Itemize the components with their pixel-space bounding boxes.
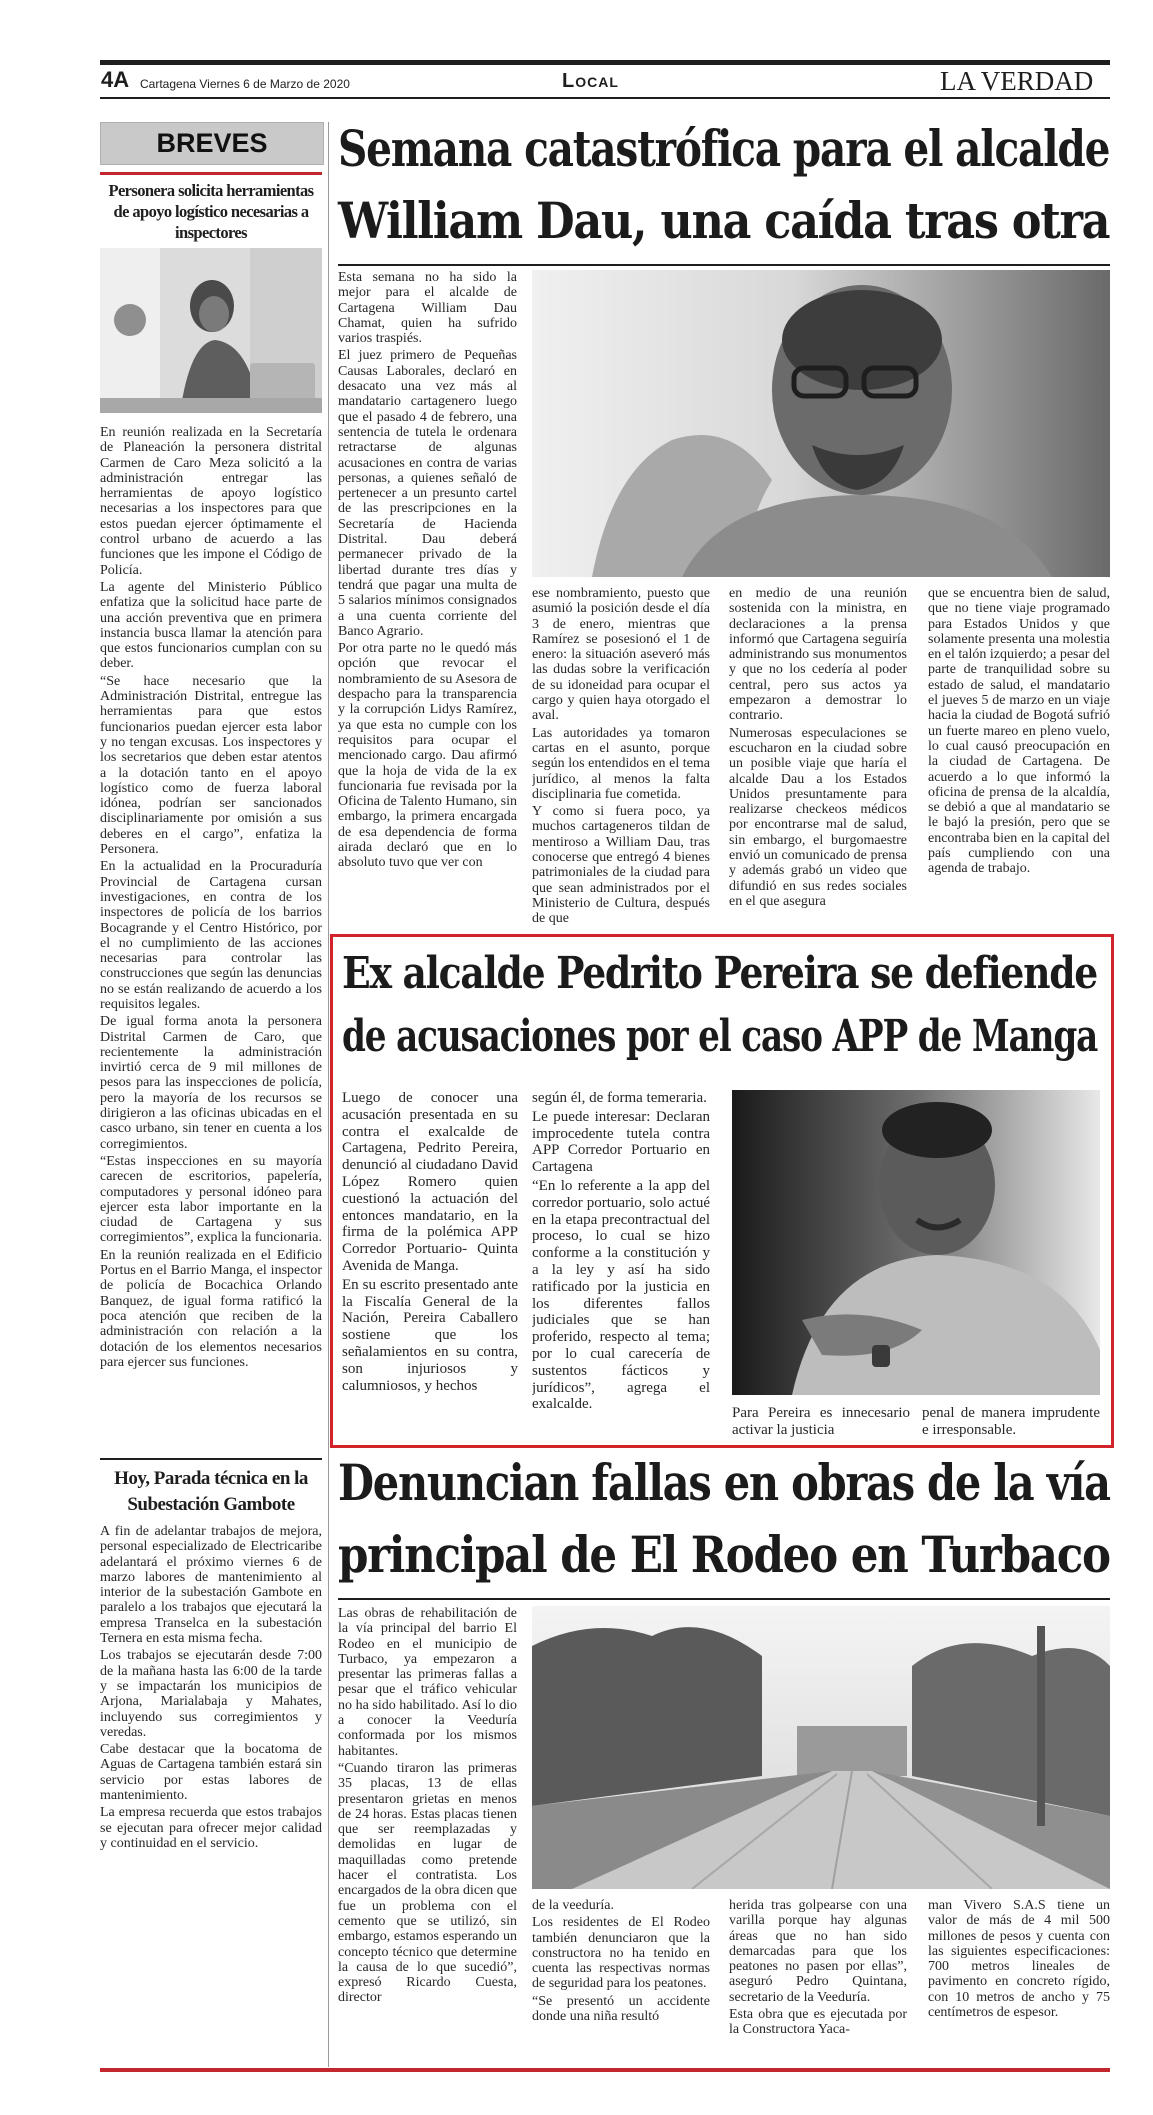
breve-2-body [100,1524,322,2059]
article-1-headline-rule [338,264,1110,266]
breve-1-paragraph: “Se hace necesario que la Administración Distrital, entregue las herramientas para que estos funcionarios puedan ejercer esta labor y no tengan excusas. Los inspectores y los secretarios que deben estar atentos a la dotación tanto en el apoyo logístico como de fuerza laboral idónea, podrían ser sancionados disciplinariamente por omisión a sus deberes en el cargo”, enfatiza la Personera. [100,673,322,858]
article-3-headline-rule [338,1598,1110,1600]
breve-1-paragraph: En la actualidad en la Procuraduría Provincial de Cartagena cursan investigaciones, en contra de los inspectores de policía de los barrios Bocagrande y el Centro Histórico, por el no cumplimiento de las acciones necesarias para controlar las construcciones que según las denuncias no se están realizando de acuerdo a los requisitos legales. [100,859,322,1012]
page-bottom-rule [100,2068,1110,2072]
breves-label: BREVES [156,128,268,158]
section-name: Local [562,70,619,92]
article-2-paragraph: En su escrito presentado ante la Fiscalía General de la Nación, Pereira Caballero sostiene que los señalamientos en su contra, son injuriosos y calumniosos, y hechos [342,1276,518,1394]
article-1-paragraph: Las autoridades ya tomaron cartas en el asunto, porque según los entendidos en el tema jurídico, al menos la falta disciplinaria fue cometida. [532,725,710,802]
article-2-caption-left: Para Pereira es innecesario activar la justicia [732,1405,910,1438]
article-3-paragraph: Esta obra que es ejecutada por la Constructora Yaca- [729,2007,907,2038]
el-rodeo-road-photo [532,1606,1110,1889]
article-2-headline-line-1: Ex alcalde Pedrito Pereira se defiende [342,948,1098,999]
william-dau-photo [532,270,1110,577]
breve-1-paragraph: En reunión realizada en la Secretaría de Planeación la personera distrital Carmen de Caro Meza solicitó a la administración entregar las herramientas de apoyo logístico necesarias a los inspectores para que estos puedan ejercer óptimamente el control urbano de acuerdo a las funciones que les impone el Código de Policía. [100,425,322,578]
article-1-paragraph: Por otra parte no le quedó más opción que revocar el nombramiento de su Asesora de despacho para la transparencia y la corrupción Lidys Ramírez, ya que esta no cumple con los requisitos para ocupar el mencionado cargo. Dau afirmó que la hoja de vida de la ex funcionaria fue revisada por la Oficina de Talento Humano, sin embargo, la primera encargada de esa dependencia de forma airada declaró que en lo absoluto tuvo que ver con [338,641,517,871]
masthead-top-rule [100,60,1110,65]
breve-1-paragraph: De igual forma anota la personera Distrital Carmen de Caro, que recientemente la administración invirtió cerca de 9 mil millones de pesos para las inspecciones de policía, pero la mayoría de los recursos se dirigieron a las oficinas ubicadas en el casco urbano, sin tener en cuenta a los corregimientos. [100,1014,322,1152]
article-1-paragraph: Y como si fuera poco, ya muchos cartageneros tildan de mentiroso a William Dau, tras conocerse que entregó 4 bienes patrimoniales de la ciudad para que sean administrados por el Ministerio de Cultura, después de que [532,804,710,925]
article-2-paragraph: Luego de conocer una acusación presentada en su contra el exalcalde de Cartagena, Pedrito Pereira, denunció al ciudadano David López Romero quien cuestionó la actuación del entonces mandatario, en la firma de la polémica APP Corredor Portuario- Quinta Avenida de Manga. [342,1090,518,1274]
breve-1-paragraph: “Estas inspecciones en su mayoría carecen de escritorios, papelería, computadores y personal idóneo para ejercer esta labor importante en la ciudad de Cartagena y sus corregimientos”, explica la funcionaria. [100,1153,322,1246]
article-2-headline-line-2: de acusaciones por el caso APP de Manga [342,1011,1098,1062]
column-divider [328,122,329,2067]
breve-2-paragraph: Cabe destacar que la bocatoma de Aguas de Cartagena también estará sin servicio por estas labores de mantenimiento. [100,1742,322,1804]
article-2-paragraph: según él, de forma temeraria. [532,1090,707,1106]
article-1-headline-line-2: William Dau, una caída tras otra [338,191,1110,250]
article-3-paragraph: herida tras golpearse con una varilla porque hay algunas áreas que no han sido demarcadas para que los peatones no pasen por ellas”, aseguró Pedro Quintana, secretario de la Veeduría. [729,1898,907,2005]
breve-2-paragraph: A fin de adelantar trabajos de mejora, personal especializado de Electricaribe adelantará el próximo viernes 6 de marzo labores de mantenimiento al interior de la subestación Gambote en paralelo a los trabajos que ejecutará la empresa Transelca en la subestación Ternera en esta misma fecha. [100,1524,322,1647]
breves-divider [100,1458,322,1460]
article-1-paragraph: en medio de una reunión sostenida con la ministra, en declaraciones a la prensa informó que Cartagena seguiría administrando sus monumentos y que no los cedería al poder central, pero sus actos ya empezaron a demostrar lo contrario. [729,586,907,724]
personera-photo [100,248,322,413]
article-3-paragraph: Los residentes de El Rodeo también denunciaron que la constructora no ha tenido en cuenta las respectivas normas de seguridad para los peatones. [532,1915,710,1992]
article-3-paragraph: “Cuando tiraron las primeras 35 placas, 13 de ellas presentaron grietas en menos de 24 horas. Estas placas tienen que ser reemplazadas y demolidas en lugar de maquilladas como pretende hacer el contratista. Los encargados de la obra dicen que fue un problema con el cemento que se utilizó, sin embargo, estamos esperando un concepto técnico que determine la causa de lo que sucedió”, expresó Ricardo Cuesta, director [338,1760,517,2006]
article-1-column-4 [928,586,1110,925]
breve-1-body [100,425,322,1447]
article-2-paragraph: Le puede interesar: Declaran improcedente tutela contra APP Corredor Portuario en Cartagena [532,1108,710,1176]
breve-1-paragraph: En la reunión realizada en el Edificio Portus en el Barrio Manga, el inspector de policía de Bocachica Orlando Banquez, de igual forma ratificó la poca atención que reciben de la administración con relación a la dotación de los elementos necesarios para ejercer sus funciones. [100,1247,322,1370]
breve-2-title: Hoy, Parada técnica en la Subestación Gambote [114,1468,308,1515]
article-3-paragraph: man Vivero S.A.S tiene un valor de más de 4 mil 500 millones de pesos y cuenta con las siguientes especificaciones: 700 metros lineales de pavimento en concreto rígido, con 10 metros de ancho y 75 centímetros de espesor. [928,1898,1110,2021]
article-2-column-1 [342,1090,518,1430]
article-2-column-2 [532,1090,710,1430]
article-1-column-1 [338,270,517,925]
pedrito-pereira-photo [732,1090,1100,1395]
article-1-paragraph: Numerosas especulaciones se escucharon en la ciudad sobre un posible viaje que haría el alcalde Dau a los Estados Unidos presuntamente para realizarse checkeos médicos por encontrarse mal de salud, sin embargo, el burgomaestre envió un comunicado de prensa y además grabó un video que difundió en sus redes sociales en el que asegura [729,725,907,909]
newspaper-name: LA VERDAD [940,66,1094,96]
masthead-bottom-rule [100,97,1110,99]
article-2-caption-right: penal de manera imprudente e irresponsable. [922,1405,1100,1438]
article-3-headline-line-1: Denuncian fallas en obras de la vía [338,1453,1110,1512]
breve-2-paragraph: Los trabajos se ejecutarán desde 7:00 de la mañana hasta las 6:00 de la tarde y se impactarán los municipios de Arjona, Marialabaja y Mahates, incluyendo sus corregimientos y veredas. [100,1648,322,1740]
breve-2-paragraph: La empresa recuerda que estos trabajos se ejecutan para ofrecer mejor calidad y continuidad en el servicio. [100,1805,322,1851]
page-number: 4A [101,67,130,92]
article-3-paragraph: Las obras de rehabilitación de la vía principal del barrio El Rodeo en el municipio de Turbaco, ya empezaron a presentar las primeras fallas a pesar que el tráfico vehicular no ha sido habilitado. Así lo dio a conocer la Veeduría conformada por los mismos habitantes. [338,1606,517,1759]
article-3-headline-line-2: principal de El Rodeo en Turbaco [338,1525,1110,1584]
breve-1-title: Personera solicita herramientas de apoyo logístico necesarias a inspectores [108,181,314,242]
article-3-column-3 [729,1898,907,2061]
article-1-paragraph: ese nombramiento, puesto que asumió la posición desde el día 3 de enero, mientras que Ramírez se posesionó el 1 de enero: la situación aseveró más las dudas sobre la verificación de su idoneidad para ocupar el cargo y quien haya otorgado el aval. [532,586,710,724]
article-1-column-3 [729,586,907,925]
city-date: Cartagena Viernes 6 de Marzo de 2020 [140,77,350,91]
article-3-column-1 [338,1606,517,2061]
article-3-column-2 [532,1898,710,2061]
article-1-column-2 [532,586,710,925]
article-3-paragraph: de la veeduría. [532,1898,615,1913]
article-2-paragraph: “En lo referente a la app del corredor portuario, solo actué en la etapa precontractual del proceso, lo cual se hizo conforme a la constitución y a la ley y así ha sido ratificado por la justicia en los diferentes fallos judiciales que se han proferido, respecto al tema; por lo cual carecería de sustentos fácticos y jurídicos”, agrega el exalcalde. [532,1177,710,1413]
article-1-paragraph: que se encuentra bien de salud, que no tiene viaje programado para Estados Unidos y que solamente presenta una molestia en el talón izquierdo; a pesar del parte de tranquilidad sobre su estado de salud, el mandatario el jueves 5 de marzo en un viaje hacia la ciudad de Bogotá sufrió un fuerte mareo en pleno vuelo, lo cual causó preocupación en la ciudad de Cartagena. De acuerdo a lo que informó la oficina de prensa de la alcaldía, se debió a que al mandatario se le bajó la presión, pero que se encontraba bien en la capital del país cumpliendo con una agenda de trabajo. [928,586,1110,877]
article-1-headline-line-1: Semana catastrófica para el alcalde [338,119,1110,178]
article-3-paragraph: “Se presentó un accidente donde una niña resultó [532,1993,710,2025]
breves-label-box [100,122,324,165]
article-1-paragraph: El juez primero de Pequeñas Causas Laborales, declaró en desacato una vez más al mandatario cartagenero luego que el pasado 4 de febrero, una sentencia de tutela le ordenara retractarse de algunas acusaciones en contra de varias personas, a quienes señaló de pertenecer a un presunto cartel de las prescripciones en la Secretaría de Hacienda Distrital. Dau deberá permanecer privado de la libertad durante tres días y tendrá que pagar una multa de 5 salarios mínimos consignados a una cuenta corriente del Banco Agrario. [338,348,517,639]
article-3-column-4 [928,1898,1110,2061]
breve-1-paragraph: La agente del Ministerio Público enfatiza que la solicitud hace parte de una acción preventiva que en primera instancia busca llamar la atención para que estos funcionarios cumplan con su deber. [100,579,322,672]
breves-red-rule [100,172,322,175]
article-1-paragraph: Esta semana no ha sido la mejor para el alcalde de Cartagena William Dau Chamat, quien ha sufrido varios traspiés. [338,270,517,347]
